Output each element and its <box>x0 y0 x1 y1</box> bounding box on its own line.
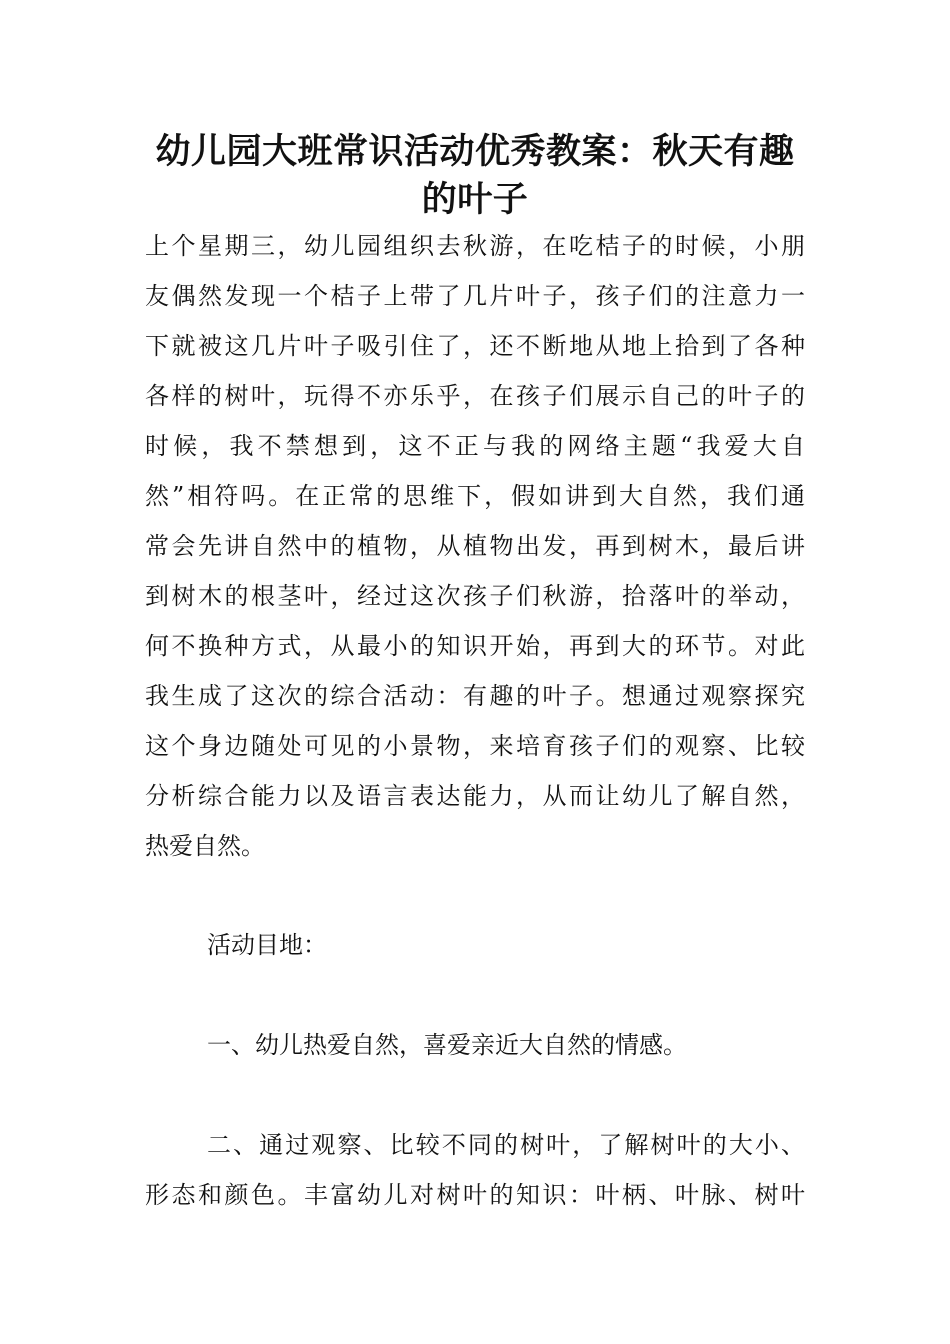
section-heading: 活动目地： <box>207 931 327 959</box>
paragraph-line: 下就被这几片叶子吸引住了，还不断地从地上拾到了各种 <box>145 332 805 360</box>
goal-item-line: 二、通过观察、比较不同的树叶，了解树叶的大小、 <box>207 1131 805 1159</box>
paragraph-line: 到树木的根茎叶，经过这次孩子们秋游，拾落叶的举动， <box>145 582 805 610</box>
goal-item: 一、幼儿热爱自然，喜爱亲近大自然的情感。 <box>207 1031 687 1059</box>
paragraph-line: 各样的树叶，玩得不亦乐乎，在孩子们展示自己的叶子的 <box>145 382 805 410</box>
paragraph-line: 时候，我不禁想到，这不正与我的网络主题“我爱大自 <box>145 432 805 460</box>
paragraph-line: 何不换种方式，从最小的知识开始，再到大的环节。对此 <box>145 632 805 660</box>
document-title: 幼儿园大班常识活动优秀教案：秋天有趣的叶子 <box>155 132 795 220</box>
paragraph-line: 上个星期三，幼儿园组织去秋游，在吃桔子的时候，小朋 <box>145 232 805 260</box>
paragraph-line: 常会先讲自然中的植物，从植物出发，再到树木，最后讲 <box>145 532 805 560</box>
goal-item-line: 形态和颜色。丰富幼儿对树叶的知识：叶柄、叶脉、树叶 <box>145 1181 805 1209</box>
paragraph-line: 这个身边随处可见的小景物，来培育孩子们的观察、比较 <box>145 732 805 760</box>
paragraph-line: 分析综合能力以及语言表达能力，从而让幼儿了解自然， <box>145 782 805 810</box>
paragraph-line: 然”相符吗。在正常的思维下，假如讲到大自然，我们通 <box>145 482 805 510</box>
paragraph-line: 热爱自然。 <box>145 832 265 860</box>
paragraph-line: 友偶然发现一个桔子上带了几片叶子，孩子们的注意力一 <box>145 282 805 310</box>
paragraph-line: 我生成了这次的综合活动：有趣的叶子。想通过观察探究 <box>145 682 805 710</box>
